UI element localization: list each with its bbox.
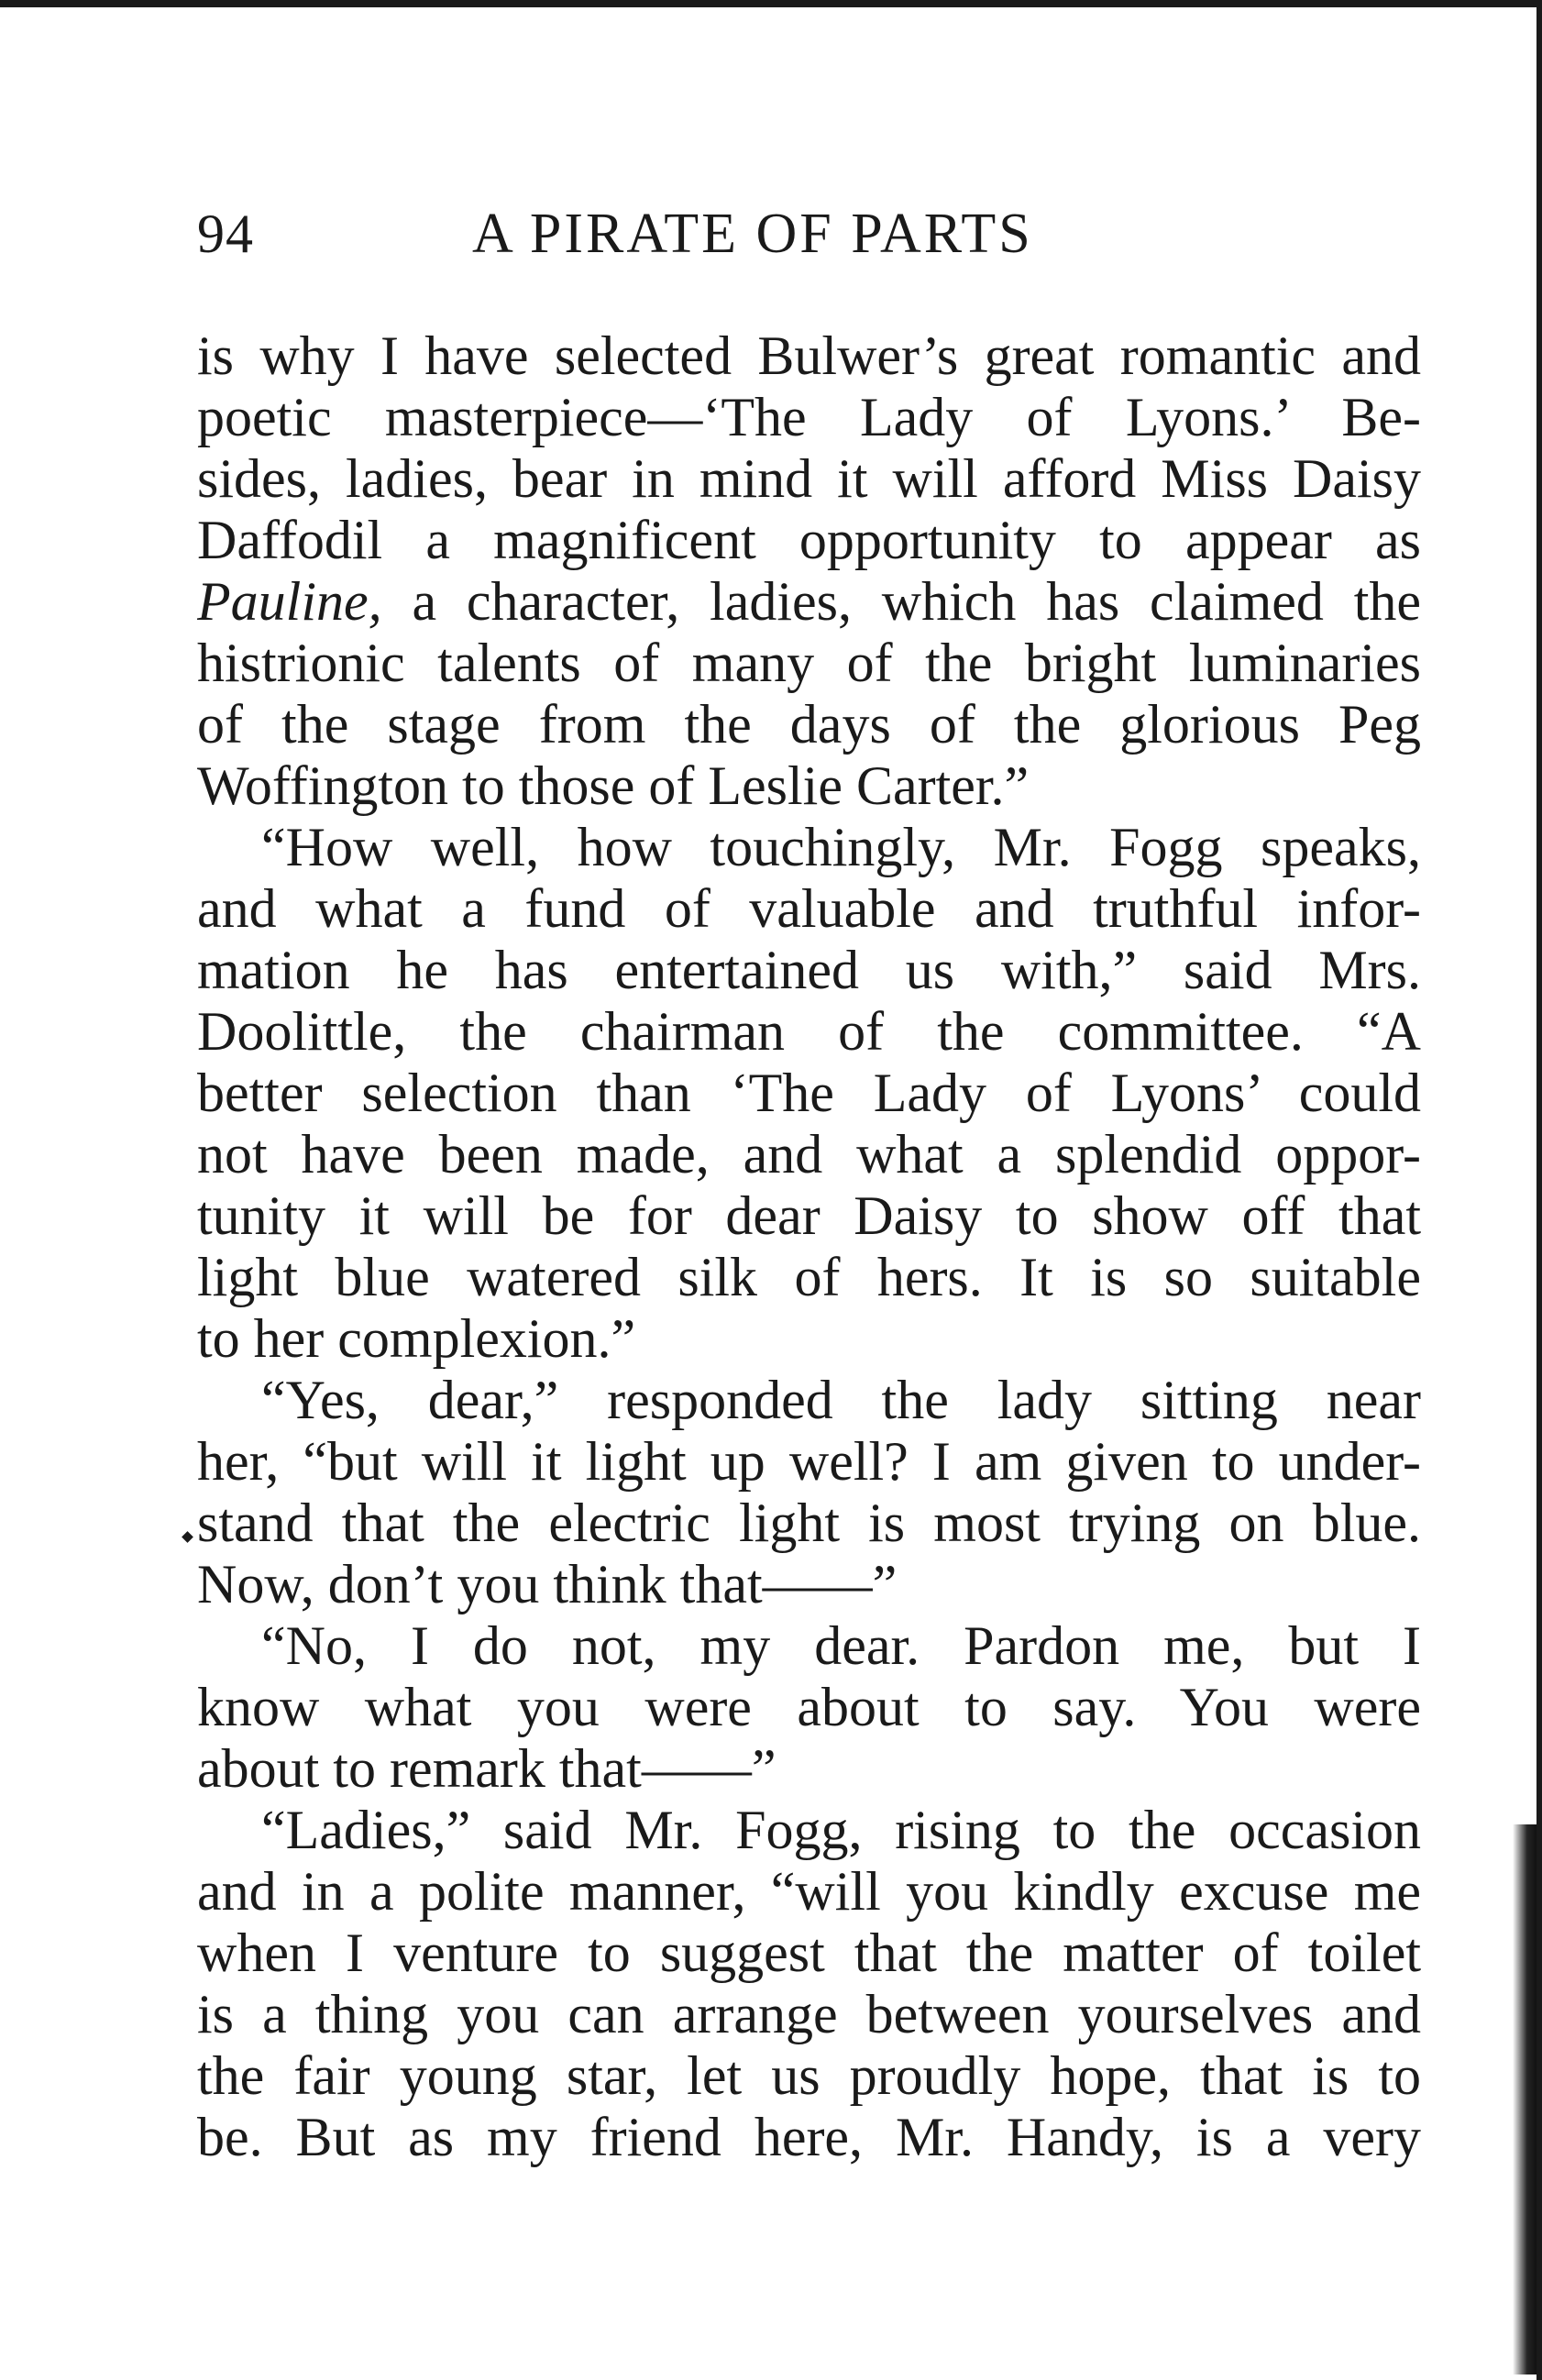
text-line: to her complexion.” [197,1308,636,1369]
text-line: know what you were about to say. You were [197,1677,1421,1737]
italic-name: Pauline, [197,571,382,632]
text-line: mation he has entertained us with,” said Mrs. [197,940,1421,1000]
text-line: tunity it will be for dear Daisy to show off that [197,1185,1421,1246]
page-header [197,197,1421,270]
text-line [197,571,1421,633]
text-line: is a thing you can arrange between yourselves and [197,1984,1421,2044]
text-line: about to remark that——” [197,1738,777,1799]
text-line: poetic masterpiece—‘The Lady of Lyons.’ Be- [197,387,1421,447]
text-line: and in a polite manner, “will you kindly excuse me [197,1861,1421,1922]
text-line: Daffodil a magnificent opportunity to appear as [197,510,1421,570]
margin-mark [182,1531,193,1543]
running-head: A PIRATE OF PARTS [472,203,1033,265]
text-line: “No, I do not, my dear. Pardon me, but I [261,1615,1421,1676]
text-line: “How well, how touchingly, Mr. Fogg speaks, [261,817,1421,877]
text-line: histrionic talents of many of the bright luminaries [197,633,1421,693]
text-line: Woffington to those of Leslie Carter.” [197,755,1030,816]
text-line: light blue watered silk of hers. It is so suitable [197,1247,1421,1307]
text-line-rest: a character, ladies, which has claimed the [412,571,1421,632]
text-line: stand that the electric light is most trying on blue. [197,1493,1421,1553]
text-line: be. But as my friend here, Mr. Handy, is a very [197,2107,1421,2167]
text-line: is why I have selected Bulwer’s great romantic and [197,325,1421,386]
text-line: sides, ladies, bear in mind it will afford Miss Daisy [197,448,1421,509]
body-text [197,325,1421,2168]
scan-top-edge [0,0,1542,7]
text-line: and what a fund of valuable and truthful infor- [197,878,1421,939]
scan-right-edge [1536,0,1542,2380]
binding-shadow [1513,1824,1536,2374]
text-line: “Yes, dear,” responded the lady sitting near [261,1370,1421,1430]
page-number: 94 [197,204,254,264]
text-line: when I venture to suggest that the matter of toilet [197,1923,1421,1983]
text-line: the fair young star, let us proudly hope, that is to [197,2045,1421,2106]
text-line: “Ladies,” said Mr. Fogg, rising to the occasion [261,1800,1421,1860]
text-line: Now, don’t you think that——” [197,1554,898,1614]
text-line: her, “but will it light up well? I am given to under- [197,1431,1421,1492]
text-line: Doolittle, the chairman of the committee. “A [197,1001,1421,1062]
text-line: not have been made, and what a splendid oppor- [197,1124,1421,1184]
text-line: of the stage from the days of the glorious Peg [197,694,1421,755]
text-line: better selection than ‘The Lady of Lyons’ could [197,1063,1421,1123]
